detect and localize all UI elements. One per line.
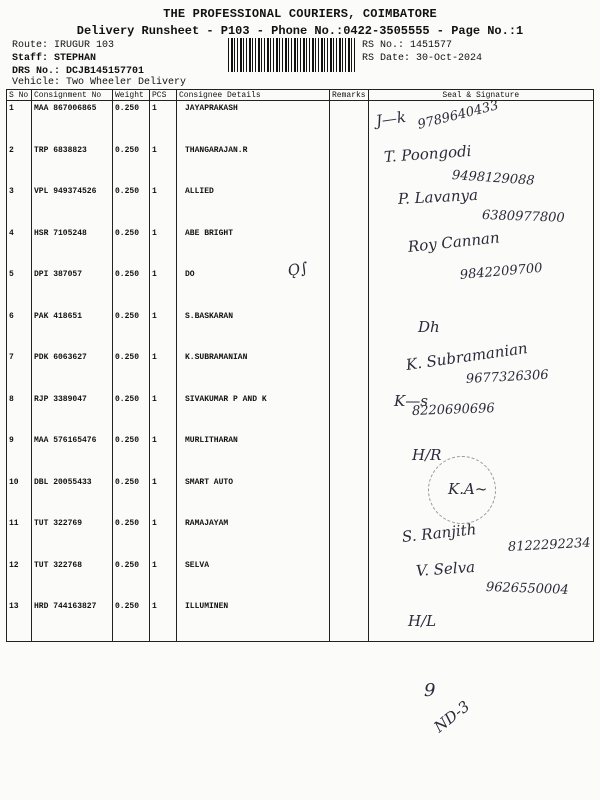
row-weight: 0.250 <box>113 309 150 351</box>
row-signature <box>368 599 593 641</box>
row-pcs: 1 <box>150 516 177 558</box>
row-remarks <box>330 475 369 517</box>
row-pcs: 1 <box>150 475 177 517</box>
row-consignment: RJP 3389047 <box>32 392 113 434</box>
row-consignment: MAA 576165476 <box>32 433 113 475</box>
row-pcs: 1 <box>150 392 177 434</box>
row-weight: 0.250 <box>113 558 150 600</box>
row-sno: 2 <box>7 143 32 185</box>
col-remarks: Remarks <box>330 90 369 101</box>
runsheet-subtitle: Delivery Runsheet - P103 - Phone No.:0422-3505555 - Page No.:1 <box>76 24 524 38</box>
handwritten-name-7: K. Subramanian <box>404 339 529 374</box>
handwritten-row-13: H/L <box>408 612 437 630</box>
row-consignment: TRP 6838823 <box>32 143 113 185</box>
row-consignee: DO <box>177 267 330 309</box>
handwritten-name-3: P. Lavanya <box>397 185 479 208</box>
row-remarks <box>330 516 369 558</box>
row-sno: 13 <box>7 599 32 641</box>
rs-number: RS No.: 1451577 <box>362 40 453 51</box>
drs-number: DRS No.: DCJB145157701 <box>12 66 145 77</box>
row-consignee: MURLITHARAN <box>177 433 330 475</box>
row-consignment: PDK 6063627 <box>32 350 113 392</box>
row-remarks <box>330 350 369 392</box>
handwritten-phone-11: 8122292234 <box>507 535 591 555</box>
row-sno: 6 <box>7 309 32 351</box>
row-weight: 0.250 <box>113 184 150 226</box>
row-remarks <box>330 101 369 143</box>
row-consignment: PAK 418651 <box>32 309 113 351</box>
row-weight: 0.250 <box>113 101 150 143</box>
row-remarks <box>330 143 369 185</box>
row-consignment: VPL 949374526 <box>32 184 113 226</box>
row-remarks <box>330 392 369 434</box>
row-consignment: HSR 7105248 <box>32 226 113 268</box>
row-pcs: 1 <box>150 143 177 185</box>
table-row <box>7 392 594 434</box>
route-label: Route: IRUGUR 103 <box>12 40 115 51</box>
row-sno: 10 <box>7 475 32 517</box>
row-pcs: 1 <box>150 558 177 600</box>
table-row <box>7 516 594 558</box>
row-pcs: 1 <box>150 267 177 309</box>
row-weight: 0.250 <box>113 392 150 434</box>
row-sno: 3 <box>7 184 32 226</box>
row-sno: 5 <box>7 267 32 309</box>
handwritten-note-nd3: ND-3 <box>430 697 474 737</box>
row-sno: 1 <box>7 101 32 143</box>
handwritten-name-2: T. Poongodi <box>383 141 472 166</box>
table-row <box>7 599 594 641</box>
handwritten-name-11: S. Ranjith <box>401 520 478 546</box>
row-consignee: SIVAKUMAR P AND K <box>177 392 330 434</box>
row-consignment: MAA 867006865 <box>32 101 113 143</box>
handwritten-phone-5: 9842209700 <box>459 260 544 283</box>
col-signature: Seal & Signature <box>368 90 593 101</box>
staff-label: Staff: STEPHAN <box>12 53 97 64</box>
row-sno: 4 <box>7 226 32 268</box>
handwritten-row-9: H/R <box>412 446 442 464</box>
row-pcs: 1 <box>150 101 177 143</box>
row-consignee: K.SUBRAMANIAN <box>177 350 330 392</box>
row-pcs: 1 <box>150 184 177 226</box>
row-consignee: ABE BRIGHT <box>177 226 330 268</box>
row-remarks <box>330 226 369 268</box>
row-sno: 12 <box>7 558 32 600</box>
handwritten-phone-12: 9626550004 <box>485 580 569 598</box>
table-row <box>7 433 594 475</box>
row-consignee: ALLIED <box>177 184 330 226</box>
row-pcs: 1 <box>150 433 177 475</box>
row-consignment: DBL 20055433 <box>32 475 113 517</box>
handwritten-name-12: V. Selva <box>415 557 476 580</box>
row-weight: 0.250 <box>113 143 150 185</box>
row-weight: 0.250 <box>113 516 150 558</box>
row-consignee: RAMAJAYAM <box>177 516 330 558</box>
row-sno: 9 <box>7 433 32 475</box>
row-remarks <box>330 267 369 309</box>
col-consignment: Consignment No <box>32 90 113 101</box>
row-consignee: SELVA <box>177 558 330 600</box>
row-consignee: THANGARAJAN.R <box>177 143 330 185</box>
row-pcs: 1 <box>150 599 177 641</box>
row-remarks <box>330 599 369 641</box>
signature-row-10: K.A~ <box>448 480 488 498</box>
col-consignee: Consignee Details <box>177 90 330 101</box>
rs-date: RS Date: 30-Oct-2024 <box>362 53 483 64</box>
table-row <box>7 475 594 517</box>
col-sno: S No <box>7 90 32 101</box>
row-weight: 0.250 <box>113 475 150 517</box>
row-consignment: DPI 387057 <box>32 267 113 309</box>
row-pcs: 1 <box>150 226 177 268</box>
handwritten-phone-2: 9498129088 <box>451 168 536 189</box>
row-consignee: S.BASKARAN <box>177 309 330 351</box>
col-weight: Weight <box>113 90 150 101</box>
row-weight: 0.250 <box>113 226 150 268</box>
table-row <box>7 101 594 143</box>
signature-row-1: J—k <box>374 107 408 130</box>
row-remarks <box>330 184 369 226</box>
handwritten-phone-1: 9789640433 <box>416 98 501 133</box>
row-weight: 0.250 <box>113 433 150 475</box>
signature-row-6: Dh <box>418 318 440 336</box>
company-title: THE PROFESSIONAL COURIERS, COIMBATORE <box>163 7 437 21</box>
row-remarks <box>330 558 369 600</box>
row-weight: 0.250 <box>113 350 150 392</box>
row-consignment: HRD 744163827 <box>32 599 113 641</box>
row-weight: 0.250 <box>113 267 150 309</box>
row-sno: 8 <box>7 392 32 434</box>
row-sno: 7 <box>7 350 32 392</box>
signature-row-8: K—s <box>394 392 428 410</box>
row-consignee: SMART AUTO <box>177 475 330 517</box>
row-consignee: ILLUMINEN <box>177 599 330 641</box>
handwritten-phone-8: 8220690696 <box>411 401 495 419</box>
row-remarks <box>330 309 369 351</box>
handwritten-note-9: 9 <box>424 680 436 701</box>
row-remarks <box>330 433 369 475</box>
row-pcs: 1 <box>150 350 177 392</box>
row-sno: 11 <box>7 516 32 558</box>
table-header-row <box>7 90 594 101</box>
vehicle-label: Vehicle: Two Wheeler Delivery <box>12 77 187 88</box>
col-pcs: PCS <box>150 90 177 101</box>
row-signature <box>368 309 593 351</box>
row-weight: 0.250 <box>113 599 150 641</box>
row-consignee: JAYAPRAKASH <box>177 101 330 143</box>
barcode-image <box>228 38 356 72</box>
row-consignment: TUT 322769 <box>32 516 113 558</box>
row-pcs: 1 <box>150 309 177 351</box>
handwritten-phone-3: 6380977800 <box>481 208 565 226</box>
handwritten-name-4: Roy Cannan <box>407 228 501 256</box>
signature-row-5: Ǫ∫ <box>286 258 310 280</box>
handwritten-phone-7: 9677326306 <box>465 367 549 387</box>
row-consignment: TUT 322768 <box>32 558 113 600</box>
